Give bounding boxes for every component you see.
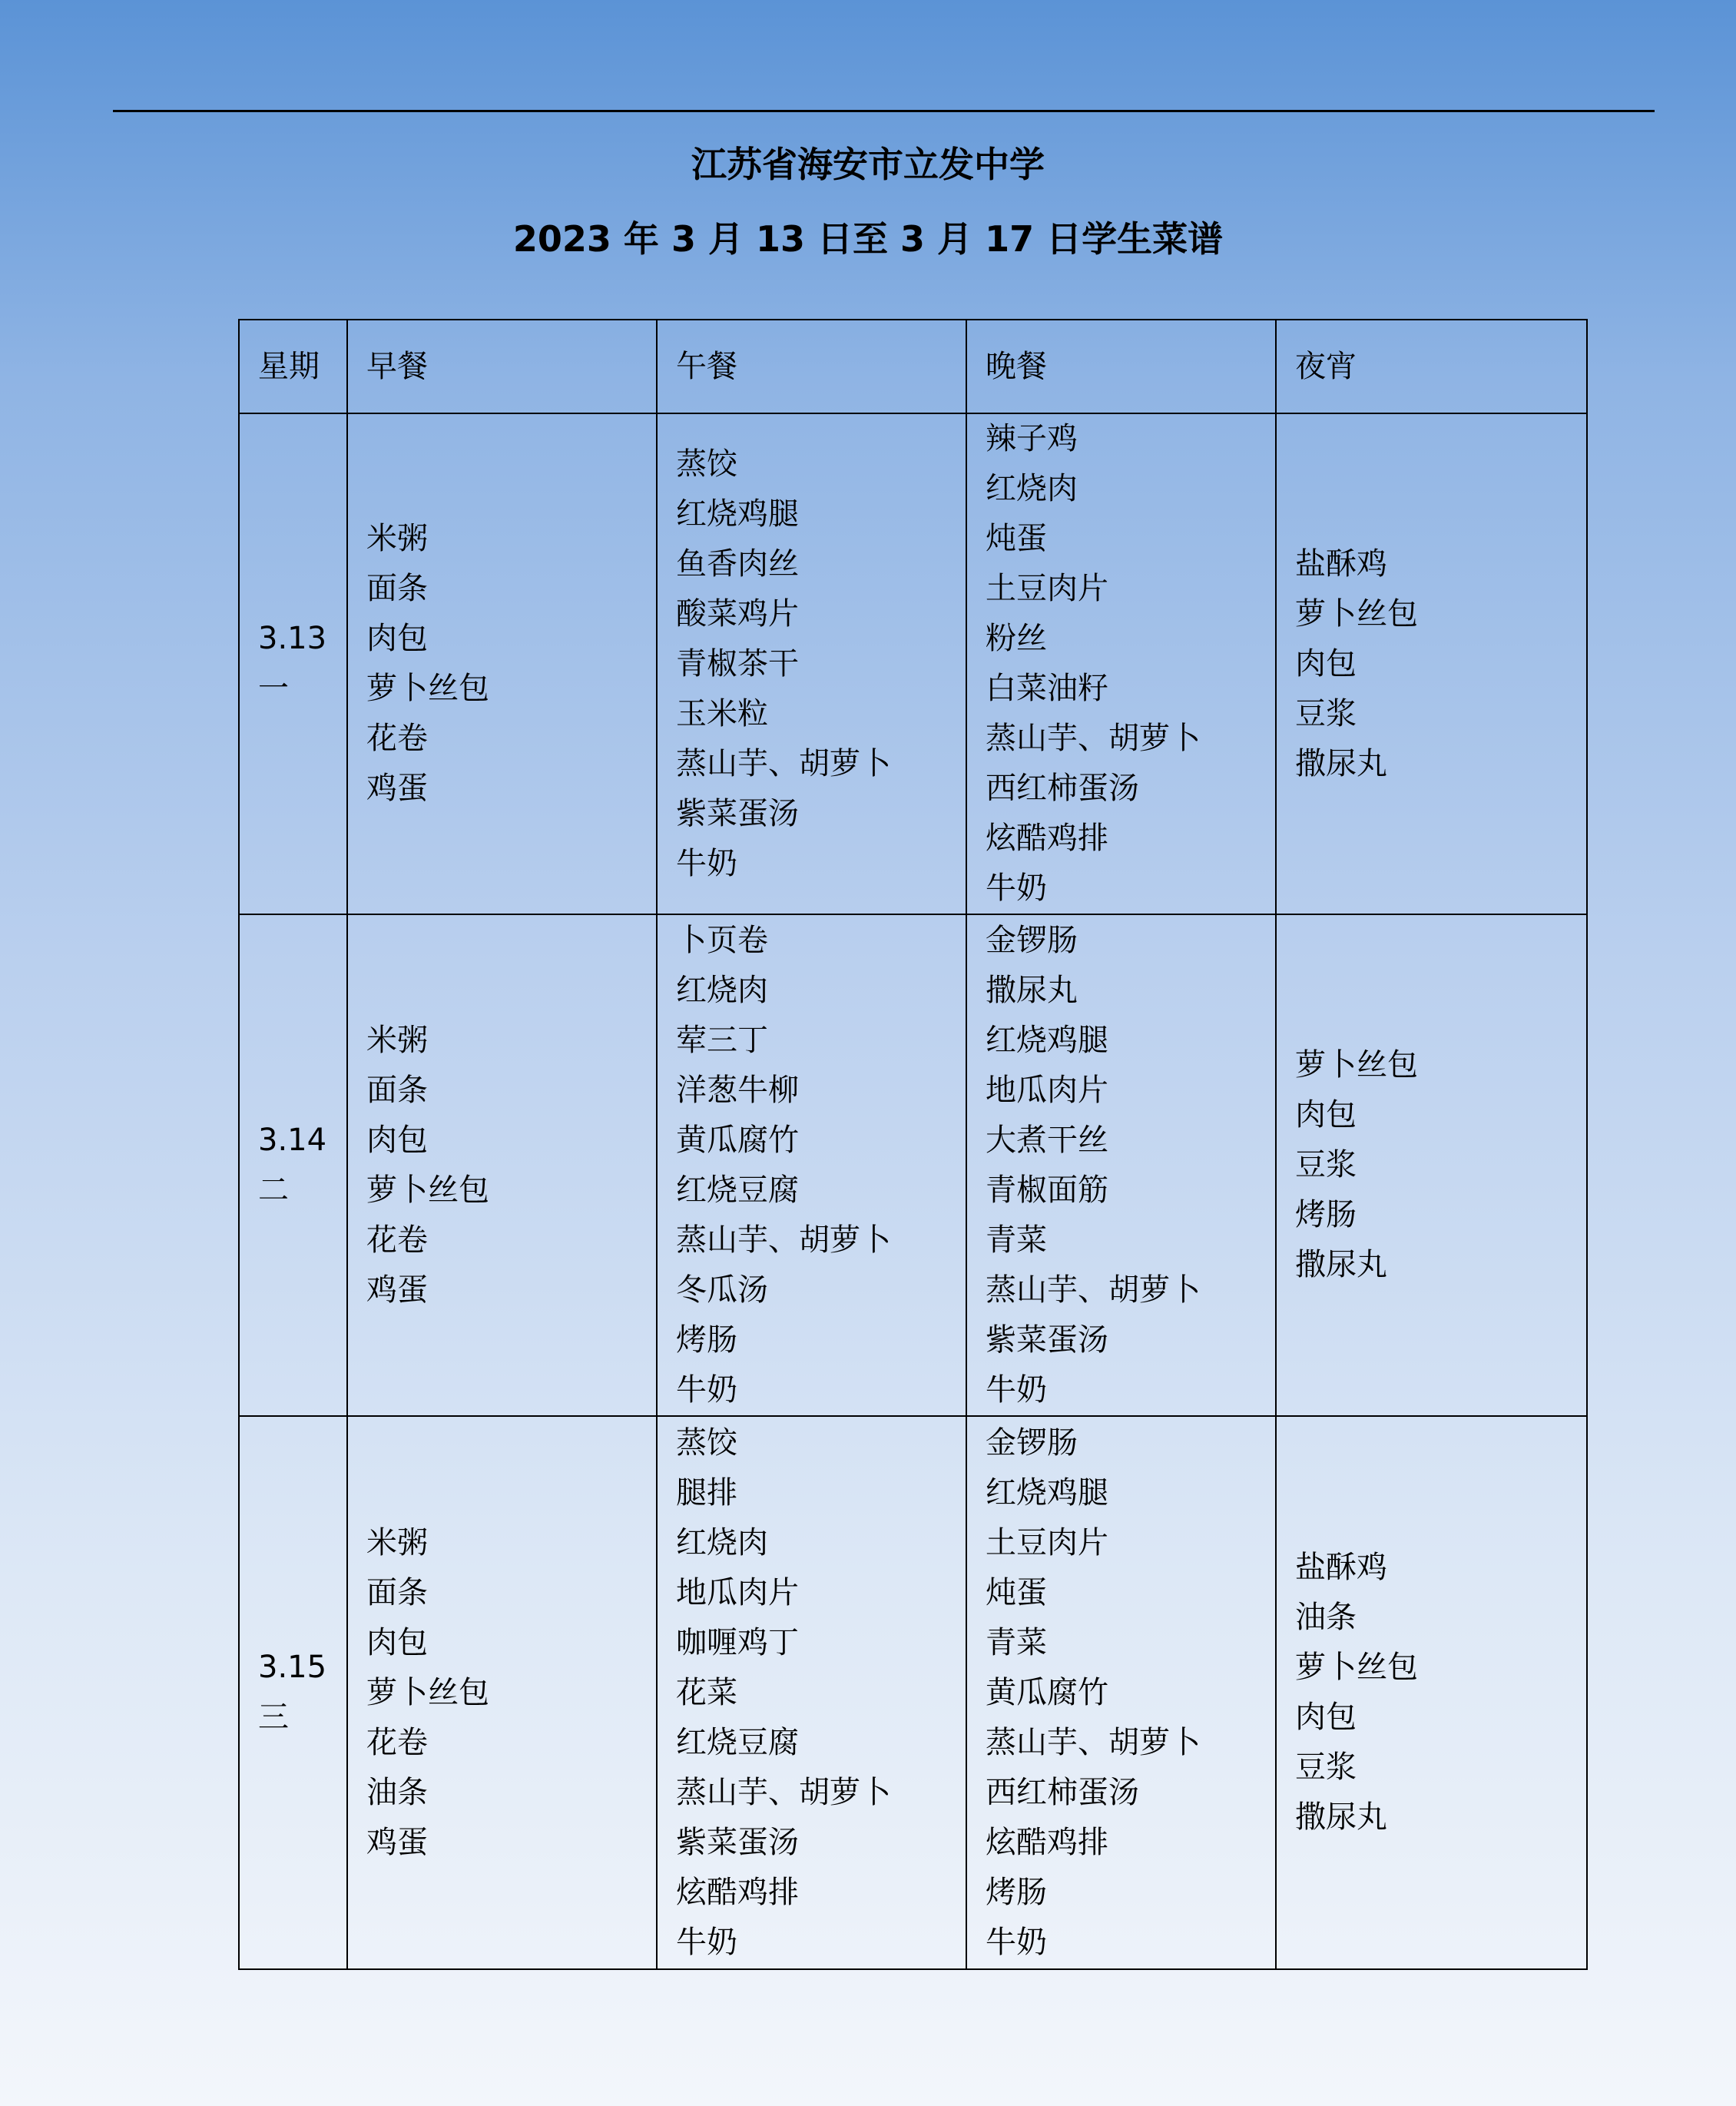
dish-item: 面条 [366, 1574, 428, 1610]
menu-table [238, 319, 1588, 1970]
dish-item: 蒸山芋、胡萝卜 [676, 745, 891, 781]
dish-item: 萝卜丝包 [1295, 1047, 1418, 1083]
school-title: 江苏省海安市立发中学 [691, 144, 1045, 185]
dish-item: 肉包 [1295, 645, 1357, 682]
dish-item: 红烧鸡腿 [986, 1474, 1108, 1511]
dish-item: 牛奶 [986, 1924, 1047, 1960]
dish-item: 白菜油籽 [986, 671, 1108, 706]
header-weekday: 星期 [239, 320, 347, 413]
dish-item: 烤肠 [1295, 1197, 1357, 1232]
dish-item: 米粥 [366, 1524, 428, 1560]
breakfast-cell [347, 413, 657, 914]
dish-item: 撒尿丸 [986, 972, 1078, 1008]
dish-item: 蒸山芋、胡萝卜 [986, 1724, 1201, 1760]
dish-item: 花菜 [676, 1674, 737, 1710]
dish-item: 紫菜蛋汤 [676, 1824, 799, 1860]
dish-item: 萝卜丝包 [1295, 595, 1418, 632]
dish-item: 鸡蛋 [366, 771, 428, 806]
dish-item: 辣子鸡 [986, 421, 1078, 456]
dish-item: 蒸山芋、胡萝卜 [676, 1774, 891, 1810]
dish-item: 咖喱鸡丁 [676, 1624, 799, 1660]
day-cell [239, 1416, 347, 1969]
dish-item: 粉丝 [986, 621, 1047, 656]
dish-item: 冬瓜汤 [676, 1272, 768, 1308]
dish-item: 炫酷鸡排 [986, 821, 1108, 856]
day-cell [239, 914, 347, 1416]
dish-item: 洋葱牛柳 [676, 1072, 799, 1108]
dish-item: 蒸山芋、胡萝卜 [676, 1222, 891, 1258]
dish-item: 肉包 [366, 621, 428, 656]
header-breakfast: 早餐 [347, 320, 657, 413]
dish-item: 花卷 [366, 721, 428, 756]
lunch-cell [657, 1416, 966, 1969]
dinner-cell [966, 1416, 1276, 1969]
dish-item: 牛奶 [676, 1371, 737, 1408]
dish-item: 面条 [366, 1072, 428, 1108]
dish-item: 烤肠 [676, 1322, 737, 1358]
dish-item: 米粥 [366, 1022, 428, 1058]
breakfast-cell [347, 1416, 657, 1969]
dish-item: 撒尿丸 [1295, 1799, 1387, 1835]
day-cell [239, 413, 347, 914]
dish-item: 花卷 [366, 1724, 428, 1760]
dish-item: 撒尿丸 [1295, 745, 1387, 781]
day-date: 3.14 [258, 1122, 327, 1158]
dish-item: 紫菜蛋汤 [986, 1322, 1108, 1358]
header-dinner: 晚餐 [966, 320, 1276, 413]
dish-item: 萝卜丝包 [366, 671, 489, 706]
dish-item: 花卷 [366, 1222, 428, 1258]
dish-item: 酸菜鸡片 [676, 595, 799, 632]
dish-item: 油条 [366, 1774, 428, 1810]
dish-item: 炖蛋 [986, 521, 1047, 556]
dish-item: 肉包 [366, 1122, 428, 1158]
dish-item: 蒸饺 [676, 1424, 737, 1461]
dish-item: 红烧豆腐 [676, 1172, 799, 1208]
dinner-cell [966, 914, 1276, 1416]
dish-item: 西红柿蛋汤 [986, 1774, 1139, 1810]
header-row [239, 320, 1587, 413]
dish-item: 面条 [366, 571, 428, 606]
dish-item: 炖蛋 [986, 1574, 1047, 1610]
top-rule [113, 110, 1655, 112]
dish-item: 青菜 [986, 1624, 1047, 1660]
snack-cell [1276, 1416, 1587, 1969]
dish-item: 黄瓜腐竹 [676, 1122, 799, 1158]
dish-item: 鱼香肉丝 [676, 546, 799, 582]
dish-item: 盐酥鸡 [1295, 1550, 1387, 1585]
lunch-cell [657, 413, 966, 914]
dish-item: 黄瓜腐竹 [986, 1674, 1108, 1710]
breakfast-cell [347, 914, 657, 1416]
dish-item: 肉包 [1295, 1700, 1357, 1735]
dish-item: 青菜 [986, 1222, 1047, 1258]
dish-item: 米粥 [366, 521, 428, 556]
dinner-cell [966, 413, 1276, 914]
dish-item: 腿排 [676, 1474, 737, 1511]
dish-item: 肉包 [366, 1624, 428, 1660]
dish-item: 红烧豆腐 [676, 1724, 799, 1760]
dish-item: 豆浆 [1295, 1147, 1357, 1182]
dish-item: 红烧肉 [986, 471, 1078, 506]
dish-item: 豆浆 [1295, 1749, 1357, 1785]
dish-item: 炫酷鸡排 [676, 1874, 799, 1910]
dish-item: 炫酷鸡排 [986, 1824, 1108, 1860]
day-weekday: 三 [258, 1700, 289, 1735]
snack-cell [1276, 413, 1587, 914]
dish-item: 豆浆 [1295, 695, 1357, 731]
dish-item: 牛奶 [676, 1924, 737, 1960]
day-date: 3.15 [258, 1650, 327, 1685]
dish-item: 金锣肠 [986, 1424, 1078, 1461]
dish-item: 蒸山芋、胡萝卜 [986, 721, 1201, 756]
dish-item: 玉米粒 [676, 695, 768, 731]
dish-item: 大煮干丝 [986, 1122, 1108, 1158]
day-weekday: 一 [258, 671, 289, 706]
dish-item: 蒸饺 [676, 446, 737, 482]
dish-item: 红烧肉 [676, 1524, 768, 1560]
dish-item: 牛奶 [676, 845, 737, 881]
dish-item: 红烧鸡腿 [676, 496, 799, 532]
dish-item: 盐酥鸡 [1295, 546, 1387, 582]
header-lunch: 午餐 [657, 320, 966, 413]
dish-item: 萝卜丝包 [366, 1172, 489, 1208]
dish-item: 土豆肉片 [986, 571, 1108, 606]
dish-item: 鸡蛋 [366, 1272, 428, 1308]
dish-item: 紫菜蛋汤 [676, 795, 799, 831]
lunch-cell [657, 914, 966, 1416]
dish-item: 土豆肉片 [986, 1524, 1108, 1560]
dish-item: 蒸山芋、胡萝卜 [986, 1272, 1201, 1308]
dish-item: 青椒面筋 [986, 1172, 1108, 1208]
dish-item: 青椒茶干 [676, 645, 799, 682]
table-row [239, 1416, 1587, 1969]
dish-item: 鸡蛋 [366, 1824, 428, 1860]
table-row [239, 413, 1587, 914]
day-date: 3.13 [258, 621, 327, 656]
dish-item: 荤三丁 [676, 1022, 768, 1058]
day-weekday: 二 [258, 1172, 289, 1208]
dish-item: 萝卜丝包 [366, 1674, 489, 1710]
dish-item: 金锣肠 [986, 922, 1078, 958]
dish-item: 肉包 [1295, 1097, 1357, 1133]
dish-item: 牛奶 [986, 871, 1047, 906]
dish-item: 油条 [1295, 1600, 1357, 1635]
table-row [239, 914, 1587, 1416]
dish-item: 萝卜丝包 [1295, 1650, 1418, 1685]
dish-item: 地瓜肉片 [986, 1072, 1108, 1108]
menu-subtitle: 2023 年 3 月 13 日至 3 月 17 日学生菜谱 [512, 218, 1224, 260]
dish-item: 牛奶 [986, 1371, 1047, 1408]
dish-item: 红烧鸡腿 [986, 1022, 1108, 1058]
dish-item: 地瓜肉片 [676, 1574, 799, 1610]
snack-cell [1276, 914, 1587, 1416]
dish-item: 烤肠 [986, 1874, 1047, 1910]
header-snack: 夜宵 [1276, 320, 1587, 413]
dish-item: 卜页卷 [676, 922, 768, 958]
dish-item: 撒尿丸 [1295, 1247, 1387, 1282]
dish-item: 西红柿蛋汤 [986, 771, 1139, 806]
dish-item: 红烧肉 [676, 972, 768, 1008]
